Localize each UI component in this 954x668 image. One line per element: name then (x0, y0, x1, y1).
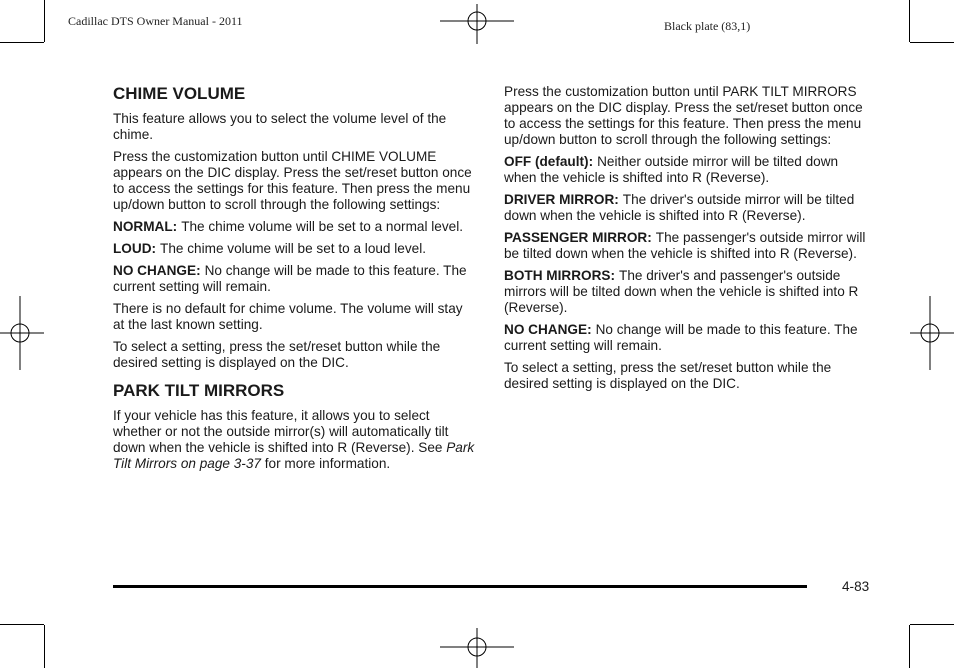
option-label: PASSENGER MIRROR: (504, 230, 652, 245)
registration-mark-right (910, 296, 954, 370)
park-option-passenger (504, 230, 870, 262)
chime-option-loud (113, 241, 477, 257)
option-label: OFF (default): (504, 154, 594, 169)
chime-option-no-change (113, 263, 477, 295)
footer-rule (113, 585, 807, 588)
option-text: Neither outside mirror will be tilted down when the vehicle is shifted into R (Reverse). (504, 154, 839, 185)
option-text: The chime volume will be set to a normal level. (181, 219, 463, 234)
option-text: The passenger's outside mirror will be tilted down when the vehicle is shifted into R (Reverse). (504, 230, 866, 261)
option-text: The chime volume will be set to a loud level. (160, 241, 427, 256)
park-intro (113, 408, 477, 472)
page-number: 4-83 (842, 579, 870, 594)
park-option-driver (504, 192, 870, 224)
crop-mark-top-left-v (44, 0, 45, 42)
park-instructions: Press the customization button until PARK TILT MIRRORS appears on the DIC display. Press the set/reset button once to access the settings for this feature. Then press the menu up/down button to scroll through the following settings: (504, 84, 863, 147)
heading-park-tilt-mirrors: PARK TILT MIRRORS (113, 381, 285, 400)
heading-chime-volume: CHIME VOLUME (113, 84, 246, 103)
option-label: NORMAL: (113, 219, 178, 234)
crop-mark-bottom-left-v (44, 625, 45, 668)
chime-intro: This feature allows you to select the volume level of the chime. (113, 111, 447, 142)
running-header-left: Cadillac DTS Owner Manual - 2011 (68, 14, 243, 28)
park-select-note: To select a setting, press the set/reset button while the desired setting is displayed on the DIC. (504, 360, 832, 391)
chime-select-note: To select a setting, press the set/reset button while the desired setting is displayed on the DIC. (113, 339, 441, 370)
option-text: The driver's outside mirror will be tilted down when the vehicle is shifted into R (Reverse). (504, 192, 855, 223)
left-column (113, 84, 477, 478)
chime-option-normal (113, 219, 477, 235)
park-intro-end: for more information. (264, 456, 391, 471)
park-option-off (504, 154, 870, 186)
chime-instructions: Press the customization button until CHIME VOLUME appears on the DIC display. Press the set/reset button once to access the settings for this feature. Then press the menu up/down button to scroll through the following settings: (113, 149, 472, 212)
crop-mark-top-right-h (910, 42, 954, 43)
crop-mark-bottom-left-h (0, 624, 44, 625)
option-text: The driver's and passenger's outside mirrors will be tilted down when the vehicle is shifted into R (Reverse). (504, 268, 859, 315)
park-intro-text: If your vehicle has this feature, it allows you to select whether or not the outside mirror(s) will automatically tilt down when the vehicle is shifted into R (Reverse). See (113, 408, 449, 455)
registration-mark-top (440, 4, 514, 44)
park-option-no-change (504, 322, 870, 354)
crop-mark-bottom-right-h (910, 624, 954, 625)
cross-reference-link[interactable]: Park Tilt Mirrors on page 3-37 (113, 440, 475, 471)
crop-mark-top-left-h (0, 42, 44, 43)
option-text: No change will be made to this feature. The current setting will remain. (113, 263, 467, 294)
running-header-right: Black plate (83,1) (664, 19, 751, 33)
option-label: DRIVER MIRROR: (504, 192, 619, 207)
option-label: NO CHANGE: (504, 322, 592, 337)
right-column (504, 84, 870, 398)
option-text: No change will be made to this feature. The current setting will remain. (504, 322, 858, 353)
option-label: NO CHANGE: (113, 263, 201, 278)
crop-mark-top-right-v (909, 0, 910, 42)
registration-mark-bottom (440, 628, 514, 668)
option-label: LOUD: (113, 241, 157, 256)
crop-mark-bottom-right-v (909, 625, 910, 668)
park-option-both (504, 268, 870, 316)
option-label: BOTH MIRRORS: (504, 268, 616, 283)
chime-default-note: There is no default for chime volume. The volume will stay at the last known setting. (113, 301, 463, 332)
registration-mark-left (0, 296, 44, 370)
